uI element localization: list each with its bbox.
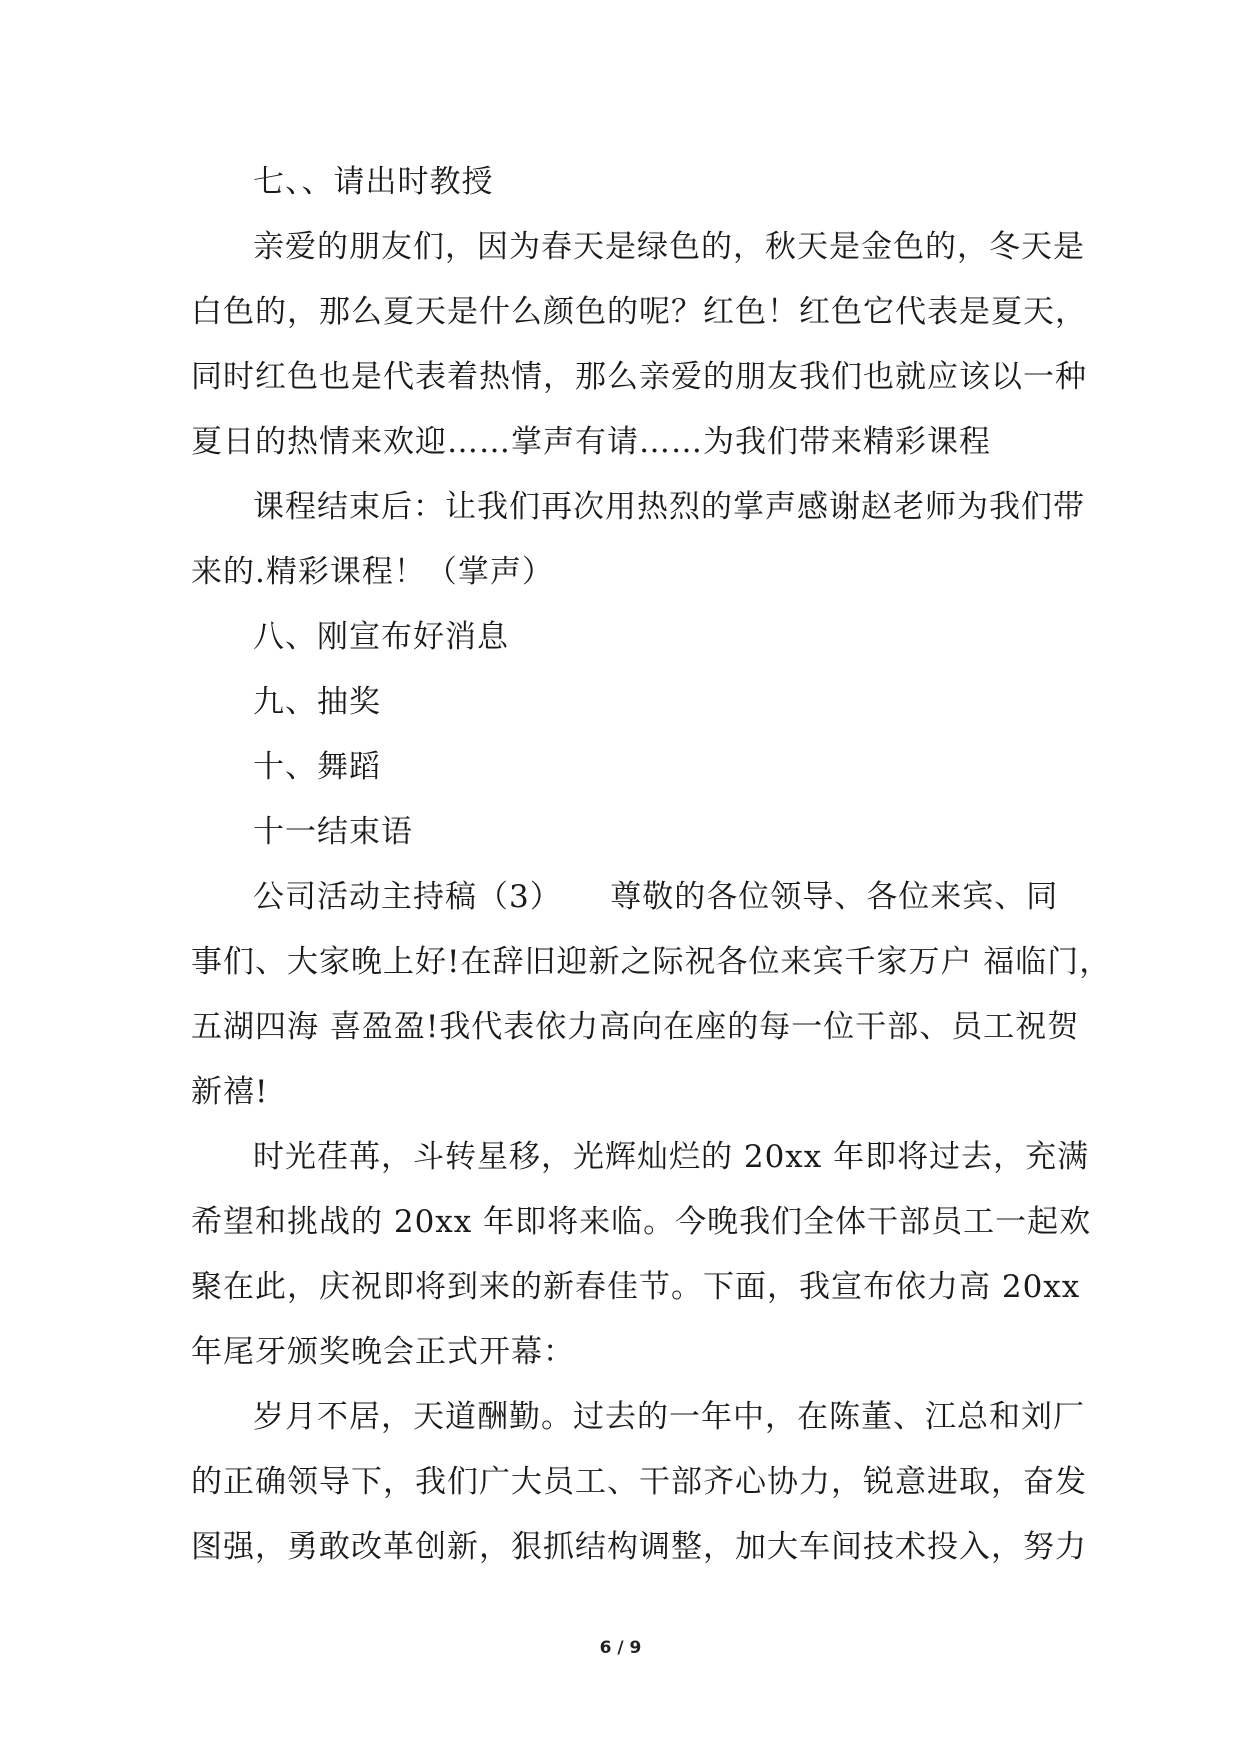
paragraph-line: 五湖四海 喜盈盈!我代表依力高向在座的每一位干部、员工祝贺 xyxy=(191,1009,1080,1045)
paragraph-line: 课程结束后：让我们再次用热烈的掌声感谢赵老师为我们带 xyxy=(253,489,1085,525)
paragraph-line: 夏日的热情来欢迎……掌声有请……为我们带来精彩课程 xyxy=(191,424,991,460)
heading-item-11: 十一结束语 xyxy=(253,814,413,850)
paragraph-line: 亲爱的朋友们，因为春天是绿色的，秋天是金色的，冬天是 xyxy=(253,229,1085,265)
paragraph-line: 的正确领导下，我们广大员工、干部齐心协力，锐意进取，奋发 xyxy=(191,1464,1087,1500)
heading-item-7: 七、、请出时教授 xyxy=(253,164,494,200)
heading-item-9: 九、抽奖 xyxy=(253,684,381,720)
paragraph-line: 来的.精彩课程！（掌声） xyxy=(191,554,554,590)
heading-item-8: 八、刚宣布好消息 xyxy=(253,619,509,655)
paragraph-line: 事们、大家晚上好!在辞旧迎新之际祝各位来宾千家万户 福临门， xyxy=(191,944,1112,980)
paragraph-line: 白色的，那么夏天是什么颜色的呢？红色！红色它代表是夏天， xyxy=(191,294,1087,330)
paragraph-line: 岁月不居，天道酬勤。过去的一年中，在陈董、江总和刘厂 xyxy=(253,1399,1085,1435)
paragraph-line: 公司活动主持稿（3） 尊敬的各位领导、各位来宾、同 xyxy=(253,879,1059,915)
paragraph-line: 图强，勇敢改革创新，狠抓结构调整，加大车间技术投入，努力 xyxy=(191,1529,1087,1565)
paragraph-line: 希望和挑战的 20xx 年即将来临。今晚我们全体干部员工一起欢 xyxy=(191,1204,1092,1240)
paragraph-line: 聚在此，庆祝即将到来的新春佳节。下面，我宣布依力高 20xx xyxy=(191,1269,1081,1305)
page-number: 6 / 9 xyxy=(599,1638,642,1658)
paragraph-line: 时光荏苒，斗转星移，光辉灿烂的 20xx 年即将过去，充满 xyxy=(253,1139,1090,1175)
paragraph-line: 同时红色也是代表着热情，那么亲爱的朋友我们也就应该以一种 xyxy=(191,359,1087,395)
heading-item-10: 十、舞蹈 xyxy=(253,749,381,785)
paragraph-line: 新禧! xyxy=(191,1074,269,1110)
body-text xyxy=(191,150,1112,1580)
paragraph-line: 年尾牙颁奖晚会正式开幕： xyxy=(191,1334,575,1370)
